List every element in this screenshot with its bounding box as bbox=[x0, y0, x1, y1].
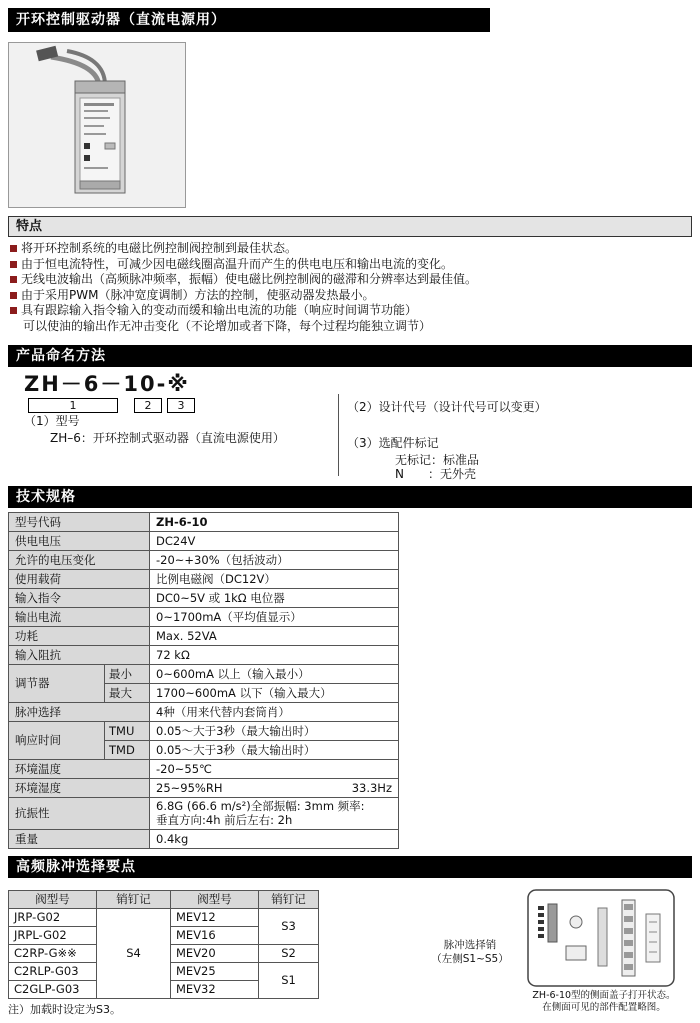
pin-label-line2: （左侧S1~S5） bbox=[431, 953, 509, 965]
bullet-square-icon bbox=[10, 307, 17, 314]
driver-unit-illustration bbox=[9, 43, 185, 207]
feature-text: 无线电波输出（高频脉冲频率，振幅）使电磁比例控制阀的磁滞和分辨率达到最佳值。 bbox=[21, 272, 478, 286]
spec-value-left: 25~95%RH bbox=[156, 780, 223, 795]
naming-item2: （2）设计代号（设计代号可以变更） bbox=[347, 400, 547, 414]
pin-mark: S4 bbox=[97, 909, 171, 999]
diagram-caption bbox=[516, 990, 692, 1014]
spec-value: 0~600mA 以上（输入最小） bbox=[150, 665, 399, 684]
valve-pin-table bbox=[8, 890, 319, 999]
valve-model: MEV20 bbox=[171, 945, 259, 963]
spec-value: 4种（用来代替内套筒肖） bbox=[150, 703, 399, 722]
side-cover-schematic bbox=[526, 888, 676, 988]
spec-value-line1: 6.8G (66.6 m/s²)全部振幅: 3mm 频率: bbox=[156, 799, 365, 813]
spec-label: 供电电压 bbox=[9, 532, 150, 551]
spec-value: Max. 52VA bbox=[150, 627, 399, 646]
naming-item3-line1: 无标记：标准品 bbox=[395, 453, 480, 467]
spec-label: 使用载荷 bbox=[9, 570, 150, 589]
product-photo bbox=[8, 42, 186, 208]
spec-value: 0.4kg bbox=[150, 829, 399, 848]
spec-label: 响应时间 bbox=[9, 722, 105, 760]
spec-label: 允许的电压变化 bbox=[9, 551, 150, 570]
naming-section-header: 产品命名方法 bbox=[8, 345, 692, 367]
features-header: 特点 bbox=[8, 216, 692, 237]
pin-col-header: 销钉记 bbox=[97, 891, 171, 909]
spec-label: 环境温度 bbox=[9, 760, 150, 779]
feature-item bbox=[10, 241, 692, 257]
feature-item bbox=[10, 288, 692, 304]
valve-col-header: 阀型号 bbox=[171, 891, 259, 909]
page-title: 开环控制驱动器（直流电源用） bbox=[8, 8, 490, 32]
pin-label-line1: 脉冲选择销 bbox=[443, 939, 497, 951]
valve-model: C2RP-G※※ bbox=[9, 945, 97, 963]
feature-text: 具有跟踪输入指令输入的变动而缓和输出电流的功能（响应时间调节功能） bbox=[21, 303, 418, 317]
feature-item bbox=[10, 303, 692, 319]
features-list bbox=[10, 241, 692, 334]
feature-item bbox=[10, 257, 692, 273]
pin-label bbox=[418, 938, 522, 966]
diagram-caption-line1: ZH-6-10型的侧面盖子打开状态。 bbox=[532, 990, 676, 1001]
naming-item1-label: （1）型号 bbox=[24, 414, 80, 428]
spec-value: DC0~5V 或 1kΩ 电位器 bbox=[150, 589, 399, 608]
model-part-box-1: 1 bbox=[28, 398, 118, 413]
valve-model: C2GLP-G03 bbox=[9, 981, 97, 999]
spec-label: 输入阻抗 bbox=[9, 646, 150, 665]
spec-value: 比例电磁阀（DC12V） bbox=[150, 570, 399, 589]
spec-label: 型号代码 bbox=[9, 513, 150, 532]
valve-model: MEV25 bbox=[171, 963, 259, 981]
spec-label: 脉冲选择 bbox=[9, 703, 150, 722]
spec-label: 环境湿度 bbox=[9, 779, 150, 798]
pin-col-header: 销钉记 bbox=[259, 891, 319, 909]
spec-value bbox=[150, 798, 399, 830]
spec-value bbox=[150, 779, 399, 798]
spec-sublabel: 最小 bbox=[105, 665, 150, 684]
spec-value: 72 kΩ bbox=[150, 646, 399, 665]
specs-section-header: 技术规格 bbox=[8, 486, 692, 508]
valve-model: MEV12 bbox=[171, 909, 259, 927]
feature-text: 可以使油的输出作无冲击变化（不论增加或者下降，每个过程均能独立调节） bbox=[23, 318, 432, 333]
feature-item bbox=[10, 272, 692, 288]
spec-label: 抗振性 bbox=[9, 798, 150, 830]
naming-item3-label: （3）选配件标记 bbox=[347, 436, 439, 450]
valve-model: MEV32 bbox=[171, 981, 259, 999]
spec-value: 1700~600mA 以下（输入最大） bbox=[150, 684, 399, 703]
spec-value: -20~+30%（包括波动） bbox=[150, 551, 399, 570]
spec-value: 0~1700mA（平均值显示） bbox=[150, 608, 399, 627]
specs-table bbox=[8, 512, 399, 849]
feature-text: 由于恒电流特性，可减少因电磁线圈高温升而产生的供电电压和输出电流的变化。 bbox=[21, 256, 454, 271]
model-part-box-3: 3 bbox=[167, 398, 195, 413]
valve-model: C2RLP-G03 bbox=[9, 963, 97, 981]
pin-mark: S1 bbox=[259, 963, 319, 999]
bullet-square-icon bbox=[10, 245, 17, 252]
model-part-box-2: 2 bbox=[134, 398, 162, 413]
naming-right-column bbox=[338, 394, 688, 481]
bullet-square-icon bbox=[10, 292, 17, 299]
feature-item-continuation bbox=[10, 319, 692, 335]
spec-label: 输入指令 bbox=[9, 589, 150, 608]
bullet-square-icon bbox=[10, 261, 17, 268]
naming-item1-text: ZH–6：开环控制式驱动器（直流电源使用） bbox=[50, 431, 285, 445]
spec-value: DC24V bbox=[150, 532, 399, 551]
valve-model: JRP-G02 bbox=[9, 909, 97, 927]
pin-mark: S3 bbox=[259, 909, 319, 945]
valve-col-header: 阀型号 bbox=[9, 891, 97, 909]
spec-sublabel: TMU bbox=[105, 722, 150, 741]
pulse-pin-diagram bbox=[418, 886, 692, 1018]
spec-label: 功耗 bbox=[9, 627, 150, 646]
diagram-caption-line2: 在侧面可见的部件配置略图。 bbox=[542, 1002, 666, 1013]
feature-text: 由于采用PWM（脉冲宽度调制）方法的控制，使驱动器发热最小。 bbox=[21, 287, 375, 302]
spec-value: -20~55℃ bbox=[150, 760, 399, 779]
spec-value-right: 33.3Hz bbox=[351, 780, 392, 795]
spec-value: 0.05～大于3秒（最大输出时） bbox=[150, 741, 399, 760]
spec-sublabel: TMD bbox=[105, 741, 150, 760]
naming-item3-line2: N ：无外壳 bbox=[395, 467, 476, 481]
model-code: ZH－6－10-※ bbox=[24, 372, 190, 396]
feature-text: 将开环控制系统的电磁比例控制阀控制到最佳状态。 bbox=[21, 241, 298, 255]
bullet-square-icon bbox=[10, 276, 17, 283]
pulse-section-header: 高频脉冲选择要点 bbox=[8, 856, 692, 878]
spec-label: 输出电流 bbox=[9, 608, 150, 627]
table-footnote: 注）加载时设定为S3。 bbox=[8, 1003, 121, 1016]
spec-sublabel: 最大 bbox=[105, 684, 150, 703]
spec-value-line2: 垂直方向:4h 前后左右: 2h bbox=[156, 813, 293, 828]
valve-model: JRPL-G02 bbox=[9, 927, 97, 945]
pin-mark: S2 bbox=[259, 945, 319, 963]
spec-value: ZH-6-10 bbox=[150, 513, 399, 532]
valve-model: MEV16 bbox=[171, 927, 259, 945]
spec-label: 调节器 bbox=[9, 665, 105, 703]
spec-label: 重量 bbox=[9, 829, 150, 848]
spec-value: 0.05～大于3秒（最大输出时） bbox=[150, 722, 399, 741]
